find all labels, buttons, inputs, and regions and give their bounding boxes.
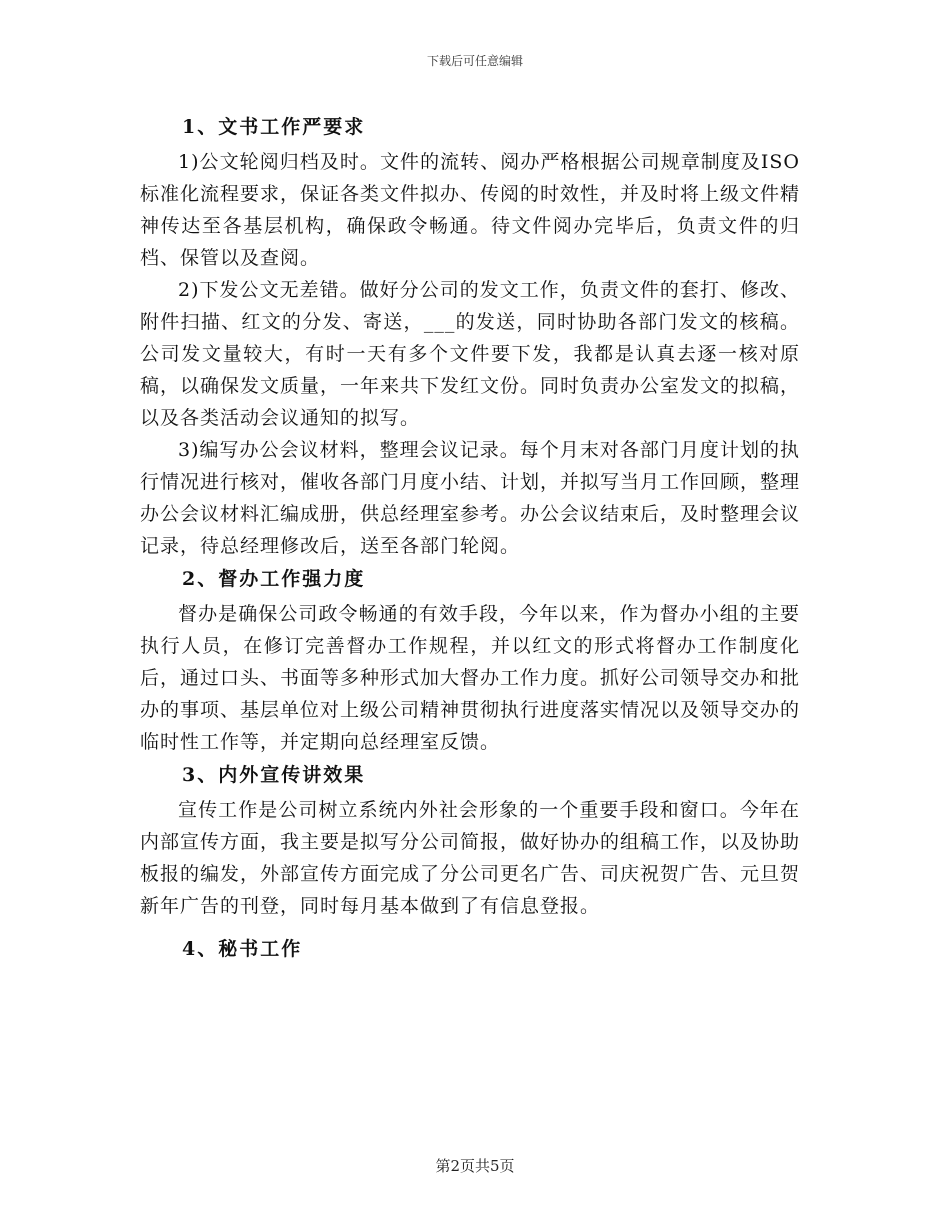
page-header: 下载后可任意编辑 [426, 54, 523, 68]
paragraph: 督办是确保公司政令畅通的有效手段，今年以来，作为督办小组的主要执行人员，在修订完善督办工作规程，并以红文的形式将督办工作制度化后，通过口头、书面等多种形式加大督办工作力度。抓好公司领导交办和批办的事项、基层单位对上级公司精神贯彻执行进度落实情况以及领导交办的临时性工作等，并定期向总经理室反馈。 [140, 603, 801, 753]
paragraph: 1)公文轮阅归档及时。文件的流转、阅办严格根据公司规章制度及ISO标准化流程要求，保证各类文件拟办、传阅的时效性，并及时将上级文件精神传达至各基层机构，确保政令畅通。待文件阅办完毕后，负责文件的归档、保管以及查阅。 [140, 151, 801, 269]
section-2 [140, 564, 800, 758]
document-body [140, 110, 800, 968]
section-3 [140, 760, 800, 922]
page-footer: 第2页共5页 [435, 1157, 515, 1175]
section-1 [140, 112, 800, 562]
section-heading: 4、秘书工作 [182, 938, 303, 960]
section-heading: 1、文书工作严要求 [182, 116, 366, 138]
section-heading: 3、内外宣传讲效果 [182, 764, 366, 786]
section-4 [140, 934, 800, 964]
paragraph: 3)编写办公会议材料，整理会议记录。每个月末对各部门月度计划的执行情况进行核对，催收各部门月度小结、计划，并拟写当月工作回顾，整理办公会议材料汇编成册，供总经理室参考。办公会议结束后，及时整理会议记录，待总经理修改后，送至各部门轮阅。 [140, 439, 801, 557]
section-heading: 2、督办工作强力度 [182, 568, 366, 590]
paragraph: 宣传工作是公司树立系统内外社会形象的一个重要手段和窗口。今年在内部宣传方面，我主要是拟写分公司简报，做好协办的组稿工作，以及协助板报的编发，外部宣传方面完成了分公司更名广告、司庆祝贺广告、元旦贺新年广告的刊登，同时每月基本做到了有信息登报。 [140, 799, 801, 917]
paragraph: 2)下发公文无差错。做好分公司的发文工作，负责文件的套打、修改、附件扫描、红文的分发、寄送，___的发送，同时协助各部门发文的核稿。公司发文量较大，有时一天有多个文件要下发，我都是认真去逐一核对原稿，以确保发文质量，一年来共下发红文份。同时负责办公室发文的拟稿，以及各类活动会议通知的拟写。 [140, 279, 801, 429]
